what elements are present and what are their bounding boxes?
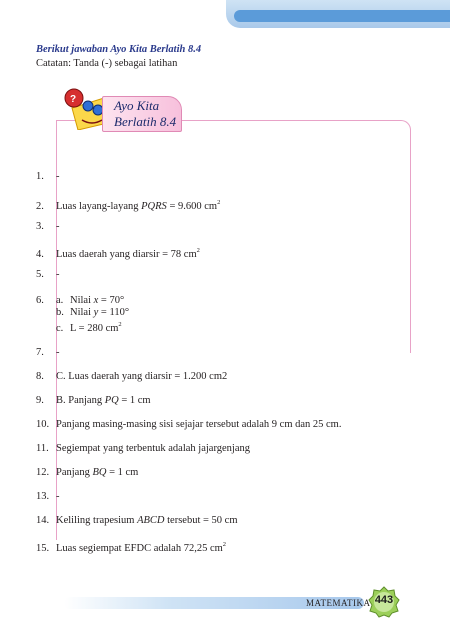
item-number: 12. [36,467,50,478]
item-number: 1. [36,171,44,182]
list-item [36,170,60,183]
item-number: 5. [36,269,44,280]
header-tab-decoration [226,0,450,28]
item-text: B. Panjang [56,395,105,406]
list-item [36,442,250,455]
item-text: Nilai [70,307,94,318]
list-item [36,196,220,213]
item-variable: ABCD [137,515,165,526]
item-text: = 1 cm [118,395,151,406]
item-number: 15. [36,543,50,554]
exercise-badge [58,86,186,130]
footer-subject-label: MATEMATIKA [306,598,371,608]
list-item [36,538,226,555]
section-title: Berikut jawaban Ayo Kita Berlatih 8.4 [36,44,202,55]
badge-title [114,98,176,130]
item-superscript: 2 [222,541,227,548]
item-number: 3. [36,221,44,232]
item-number: 11. [36,443,49,454]
item-text: - [56,347,60,358]
item-superscript: 2 [217,199,221,206]
badge-title-line1: Ayo Kita [114,98,160,113]
item-variable: y [93,307,99,318]
item-superscript: 2 [118,321,122,328]
item-text: L = 280 cm [70,323,119,334]
list-item [36,268,60,281]
sub-item-letter: c. [56,323,64,334]
list-item [36,244,200,261]
list-item [36,490,60,503]
item-variable: BQ [92,467,107,478]
item-text: Luas segiempat EFDC adalah 72,25 cm [56,543,223,554]
item-text: Segiempat yang terbentuk adalah jajargenjang [56,443,250,454]
list-item [36,466,138,479]
item-text: - [56,171,60,182]
list-item [36,346,60,359]
item-text: Panjang [56,467,93,478]
svg-text:?: ? [70,94,77,105]
list-item [36,370,227,383]
item-number: 4. [36,249,44,260]
badge-title-line2: Berlatih 8.4 [114,114,177,129]
item-text: - [56,269,60,280]
item-number: 8. [36,371,44,382]
item-text: Nilai [70,295,94,306]
section-note: Catatan: Tanda (-) sebagai latihan [36,58,178,69]
item-text: = 9.600 cm [166,201,218,212]
item-variable: x [93,295,99,306]
sub-item-letter: a. [56,295,64,306]
sub-item [56,318,122,335]
item-variable: PQ [104,395,119,406]
page-number: 443 [374,594,394,606]
item-text: Keliling trapesium [56,515,138,526]
item-text: Panjang masing-masing sisi sejajar tersebut adalah 9 cm dan 25 cm. [56,419,342,430]
item-number: 10. [36,419,50,430]
item-number: 9. [36,395,44,406]
sub-item-letter: b. [56,307,64,318]
item-number: 2. [36,201,44,212]
item-number: 13. [36,491,50,502]
list-item [36,394,151,407]
item-text: = 70° [98,295,125,306]
list-item [36,220,60,233]
item-number: 6. [36,295,44,306]
item-text: = 1 cm [106,467,139,478]
list-item [36,294,56,307]
item-text: = 110° [98,307,130,318]
item-number: 7. [36,347,44,358]
item-number: 14. [36,515,50,526]
item-text: - [56,221,60,232]
list-item [36,514,238,527]
item-variable: PQRS [141,201,167,212]
list-item [36,418,341,431]
item-text: Luas daerah yang diarsir = 78 cm [56,249,197,260]
item-text: Luas layang-layang [56,201,142,212]
item-text: tersebut = 50 cm [164,515,238,526]
header-tab-stripe [234,10,450,22]
item-superscript: 2 [196,247,200,254]
item-text: - [56,491,60,502]
item-text: C. Luas daerah yang diarsir = 1.200 cm2 [56,371,228,382]
